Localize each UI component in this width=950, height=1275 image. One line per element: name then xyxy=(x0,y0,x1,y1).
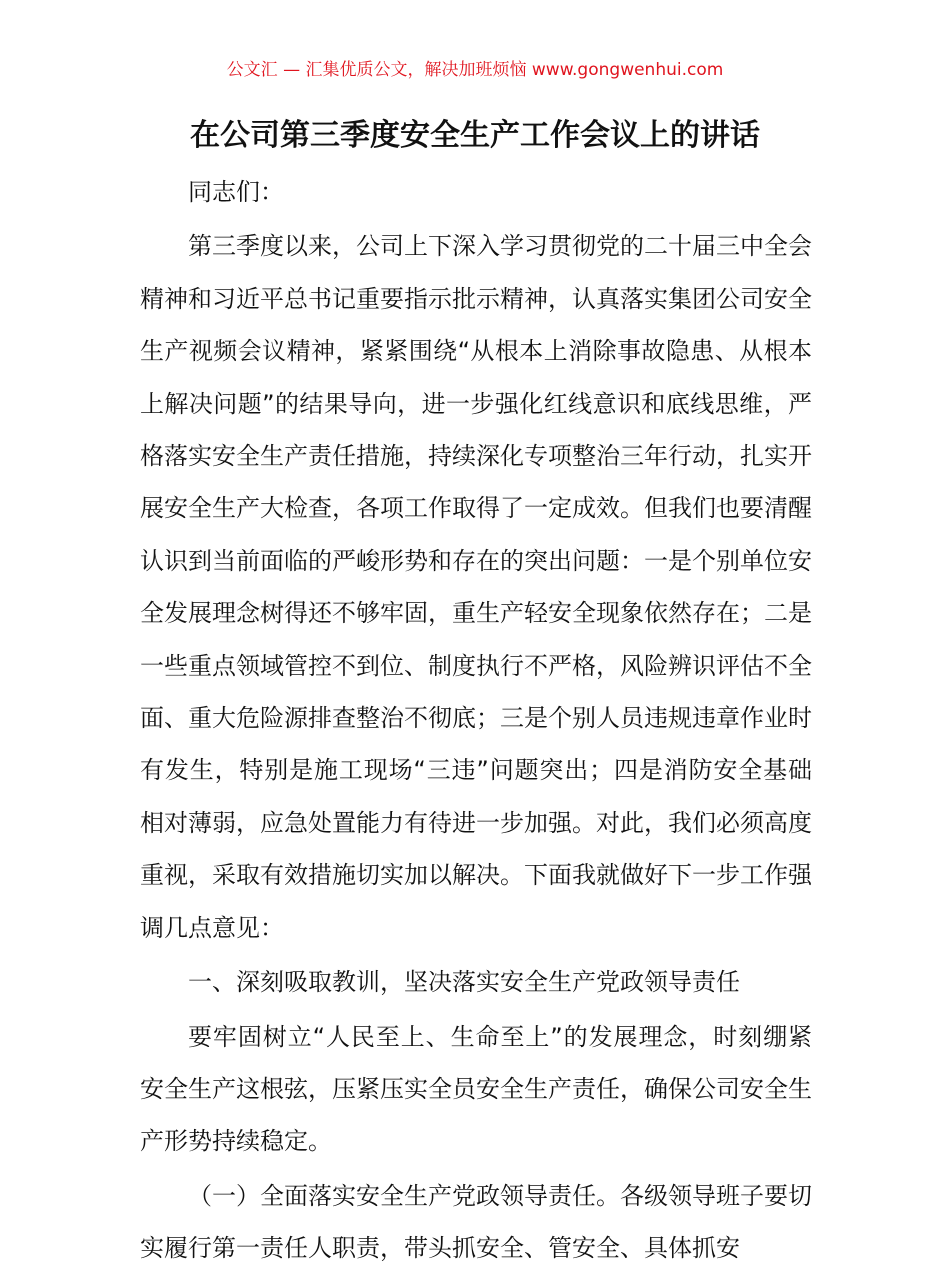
section-heading: 一、深刻吸取教训，坚决落实安全生产党政领导责任 xyxy=(188,968,740,997)
document-body xyxy=(140,166,812,1275)
body-paragraph: （一）全面落实安全生产党政领导责任。各级领导班子要切实履行第一责任人职责，带头抓安全、管安全、具体抓安 xyxy=(140,1181,812,1263)
body-paragraph: 要牢固树立“人民至上、生命至上”的发展理念，时刻绷紧安全生产这根弦，压紧压实全员安全生产责任，确保公司安全生产形势持续稳定。 xyxy=(140,1022,812,1156)
body-paragraph: 第三季度以来，公司上下深入学习贯彻党的二十届三中全会精神和习近平总书记重要指示批示精神，认真落实集团公司安全生产视频会议精神，紧紧围绕“从根本上消除事故隐患、从根本上解决问题”的结果导向，进一步强化红线意识和底线思维，严格落实安全生产责任措施，持续深化专项整治三年行动，扎实开展安全生产大检查，各项工作取得了一定成效。但我们也要清醒认识到当前面临的严峻形势和存在的突出问题：一是个别单位安全发展理念树得还不够牢固，重生产轻安全现象依然存在；二是一些重点领域管控不到位、制度执行不严格，风险辨识评估不全面、重大危险源排查整治不彻底；三是个别人员违规违章作业时有发生，特别是施工现场“三违”问题突出；四是消防安全基础相对薄弱，应急处置能力有待进一步加强。对此，我们必须高度重视，采取有效措施切实加以解决。下面我就做好下一步工作强调几点意见： xyxy=(140,232,812,942)
document-title: 在公司第三季度安全生产工作会议上的讲话 xyxy=(190,118,760,153)
site-banner: 公文汇 — 汇集优质公文，解决加班烦恼 www.gongwenhui.com xyxy=(226,60,724,80)
salutation: 同志们： xyxy=(188,178,284,206)
